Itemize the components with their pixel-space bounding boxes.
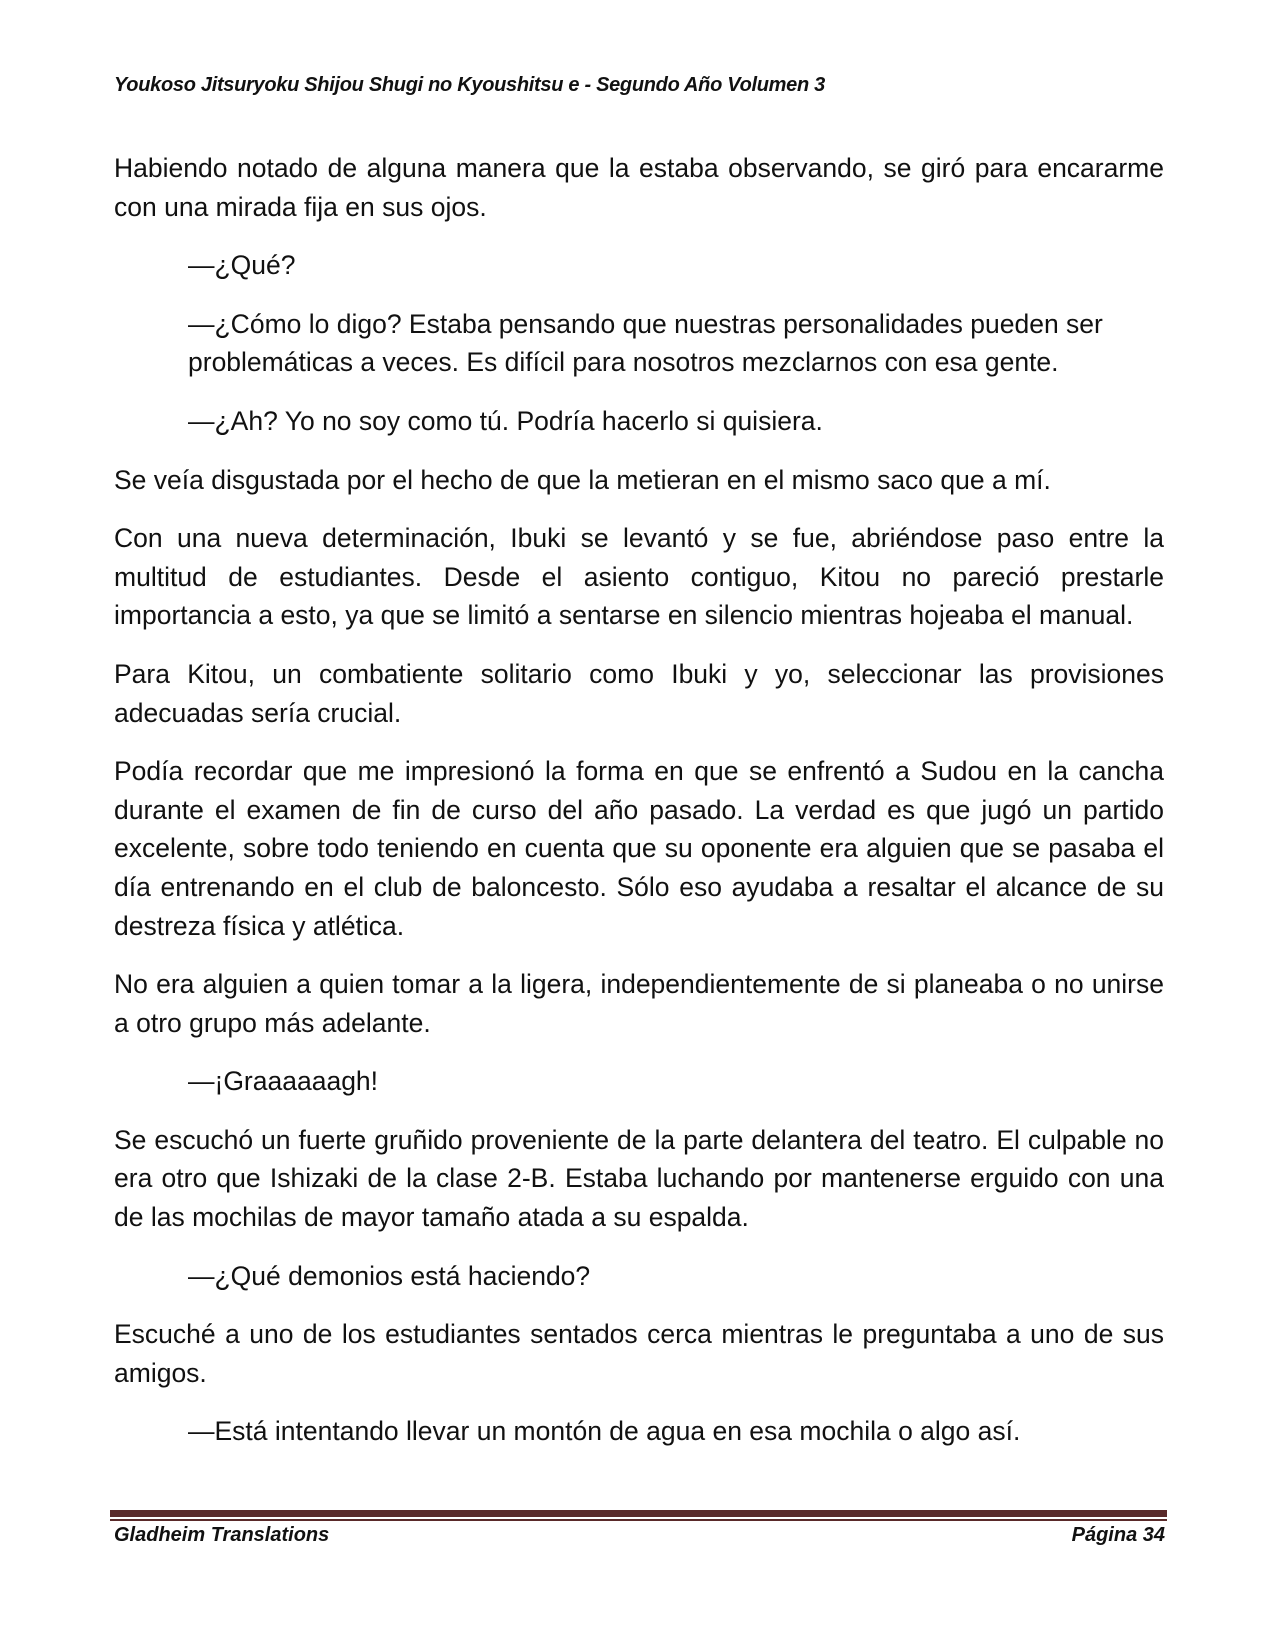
dialogue-paragraph: —¿Cómo lo digo? Estaba pensando que nuestras personalidades pueden ser problemáticas a veces. Es difícil para nosotros mezclarnos con esa gente.	[188, 308, 1103, 378]
narration-paragraph: Habiendo notado de alguna manera que la estaba observando, se giró para encararme con una mirada fija en sus ojos.	[114, 153, 1164, 222]
dialogue-paragraph: —¿Qué demonios está haciendo?	[188, 1260, 591, 1291]
narration-paragraph: Se escuchó un fuerte gruñido proveniente de la parte delantera del teatro. El culpable no era otro que Ishizaki de la clase 2-B. Estaba luchando por mantenerse erguido con una de las mochilas de mayor tamaño atada a su espalda.	[114, 1124, 1164, 1233]
page-number: Página 34	[1071, 1524, 1165, 1546]
footer-divider	[110, 1510, 1167, 1521]
dialogue-paragraph: —Está intentando llevar un montón de agua en esa mochila o algo así.	[188, 1416, 1021, 1447]
narration-paragraph: Podía recordar que me impresionó la forma en que se enfrentó a Sudou en la cancha durante el examen de fin de curso del año pasado. La verdad es que jugó un partido excelente, sobre todo teniendo en cuenta que su oponente era alguien que se pasaba el día entrenando en el club de baloncesto. Sólo eso ayudaba a resaltar el alcance de su destreza física y atlética.	[114, 756, 1164, 941]
dialogue-paragraph: —¿Qué?	[188, 250, 296, 281]
dialogue-paragraph: —¿Ah? Yo no soy como tú. Podría hacerlo si quisiera.	[188, 405, 823, 436]
footer-divider-thick	[110, 1510, 1167, 1517]
narration-paragraph: Escuché a uno de los estudiantes sentados cerca mientras le preguntaba a uno de sus amigos.	[114, 1319, 1164, 1388]
page-body	[114, 149, 1164, 1471]
footer-divider-thin	[110, 1519, 1167, 1521]
narration-paragraph: Con una nueva determinación, Ibuki se levantó y se fue, abriéndose paso entre la multitud de estudiantes. Desde el asiento contiguo, Kitou no pareció prestarle importancia a esto, ya que se limitó a sentarse en silencio mientras hojeaba el manual.	[114, 523, 1164, 631]
footer-credit: Gladheim Translations	[114, 1524, 330, 1546]
dialogue-paragraph: —¡Graaaaaagh!	[188, 1066, 379, 1097]
narration-paragraph: Se veía disgustada por el hecho de que la metieran en el mismo saco que a mí.	[114, 464, 1051, 495]
running-header: Youkoso Jitsuryoku Shijou Shugi no Kyoushitsu e - Segundo Año Volumen 3	[114, 74, 825, 96]
narration-paragraph: No era alguien a quien tomar a la ligera, independientemente de si planeaba o no unirse a otro grupo más adelante.	[114, 969, 1164, 1038]
narration-paragraph: Para Kitou, un combatiente solitario como Ibuki y yo, seleccionar las provisiones adecuadas sería crucial.	[114, 658, 1164, 728]
